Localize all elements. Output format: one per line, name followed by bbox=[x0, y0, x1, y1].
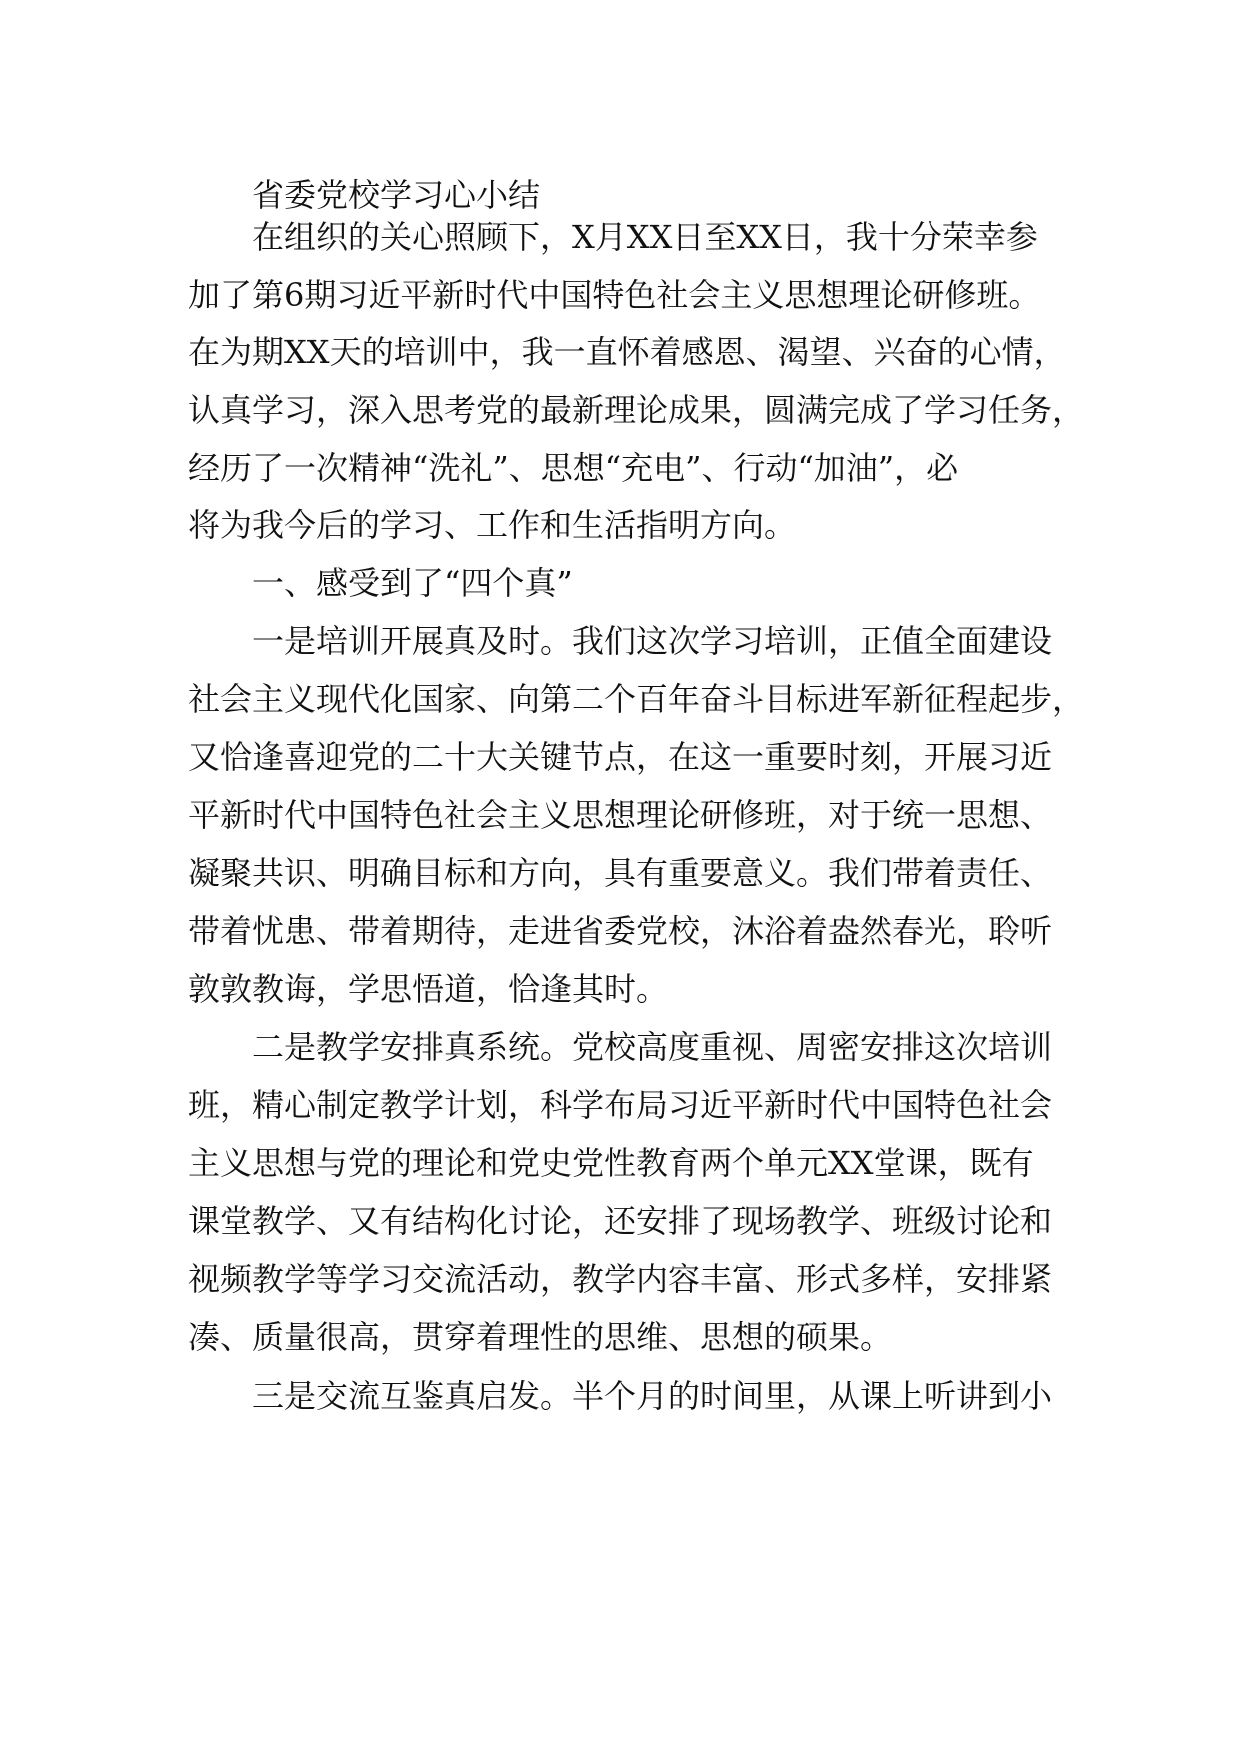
text-line: 将为我今后的学习、工作和生活指明方向。 bbox=[188, 506, 797, 544]
text-line: 经历了一次精神“洗礼”、思想“充电”、行动“加油”，必 bbox=[188, 449, 959, 487]
text-line: 在为期XX天的培训中，我一直怀着感恩、渴望、兴奋的心情， bbox=[188, 333, 1066, 371]
section-heading: 一、感受到了“四个真” bbox=[252, 564, 573, 602]
text-line: 凝聚共识、明确目标和方向，具有重要意义。我们带着责任、 bbox=[188, 854, 1053, 892]
document-title: 省委党校学习心小结 bbox=[252, 176, 541, 214]
text-line: 平新时代中国特色社会主义思想理论研修班，对于统一思想、 bbox=[188, 796, 1053, 834]
text-line: 认真学习，深入思考党的最新理论成果，圆满完成了学习任务， bbox=[188, 391, 1085, 429]
text-line: 班，精心制定教学计划，科学布局习近平新时代中国特色社会 bbox=[188, 1086, 1053, 1124]
text-line: 视频教学等学习交流活动，教学内容丰富、形式多样，安排紧 bbox=[188, 1260, 1053, 1298]
text-line: 加了第6期习近平新时代中国特色社会主义思想理论研修班。 bbox=[188, 276, 1041, 314]
text-line: 在组织的关心照顾下，X月XX日至XX日，我十分荣幸参 bbox=[252, 218, 1038, 256]
text-line: 主义思想与党的理论和党史党性教育两个单元XX堂课，既有 bbox=[188, 1144, 1034, 1182]
text-line: 带着忧患、带着期待，走进省委党校，沐浴着盎然春光，聆听 bbox=[188, 912, 1053, 950]
text-line: 课堂教学、又有结构化讨论，还安排了现场教学、班级讨论和 bbox=[188, 1202, 1053, 1240]
text-line: 一是培训开展真及时。我们这次学习培训，正值全面建设 bbox=[252, 622, 1053, 660]
text-line: 社会主义现代化国家、向第二个百年奋斗目标进军新征程起步， bbox=[188, 680, 1085, 718]
text-line: 敦敦教诲，学思悟道，恰逢其时。 bbox=[188, 970, 669, 1008]
text-line: 三是交流互鉴真启发。半个月的时间里，从课上听讲到小 bbox=[252, 1377, 1053, 1415]
text-line: 又恰逢喜迎党的二十大关键节点，在这一重要时刻，开展习近 bbox=[188, 738, 1053, 776]
text-line: 二是教学安排真系统。党校高度重视、周密安排这次培训 bbox=[252, 1028, 1053, 1066]
text-line: 凑、质量很高，贯穿着理性的思维、思想的硕果。 bbox=[188, 1318, 893, 1356]
